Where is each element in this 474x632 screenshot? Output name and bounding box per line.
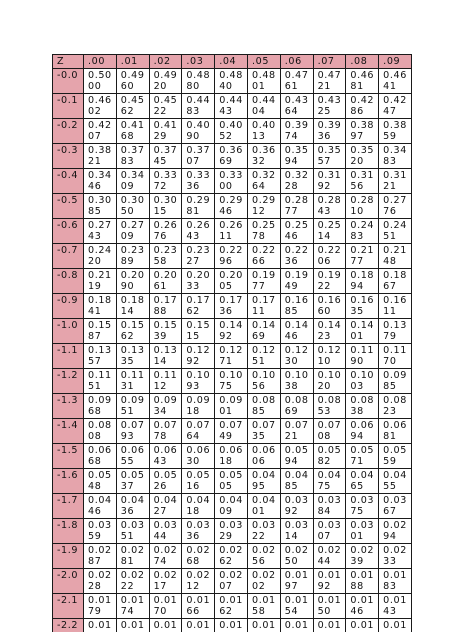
- table-cell: 0.17 36: [215, 294, 248, 319]
- table-cell: 0.20 33: [182, 269, 215, 294]
- table-row: [53, 519, 412, 544]
- table-cell: 0.25 46: [280, 219, 313, 244]
- table-cell: 0.07 08: [313, 419, 346, 444]
- table-cell: 0.35 94: [280, 144, 313, 169]
- table-cell: 0.01 70: [149, 594, 182, 619]
- table-cell: 0.06 18: [215, 444, 248, 469]
- table-cell: 0.22 06: [313, 244, 346, 269]
- table-cell: 0.33 36: [182, 169, 215, 194]
- table-cell: 0.05 59: [379, 444, 412, 469]
- table-cell: 0.19 77: [247, 269, 280, 294]
- table-cell: 0.08 08: [84, 419, 117, 444]
- table-cell: 0.22 96: [215, 244, 248, 269]
- table-row: [53, 594, 412, 619]
- table-cell: 0.01: [379, 619, 412, 632]
- table-row: [53, 369, 412, 394]
- table-cell: 0.15 15: [182, 319, 215, 344]
- table-cell: 0.17 62: [182, 294, 215, 319]
- table-cell: 0.01 88: [346, 569, 379, 594]
- column-header: .08: [346, 55, 379, 69]
- table-cell: 0.01 92: [313, 569, 346, 594]
- table-cell: 0.47 61: [280, 69, 313, 94]
- table-cell: 0.01: [346, 619, 379, 632]
- table-cell: 0.01 54: [280, 594, 313, 619]
- table-cell: 0.38 59: [379, 119, 412, 144]
- table-cell: 0.02 94: [379, 519, 412, 544]
- table-cell: 0.02 33: [379, 544, 412, 569]
- table-row: [53, 244, 412, 269]
- table-cell: 0.11 31: [116, 369, 149, 394]
- table-cell: 0.04 18: [182, 494, 215, 519]
- table-cell: 0.02 12: [182, 569, 215, 594]
- row-header-z: -1.9: [53, 544, 84, 569]
- table-cell: 0.29 12: [247, 194, 280, 219]
- table-cell: 0.18 14: [116, 294, 149, 319]
- table-cell: 0.07 21: [280, 419, 313, 444]
- row-header-z: -1.7: [53, 494, 84, 519]
- table-cell: 0.22 66: [247, 244, 280, 269]
- table-cell: 0.40 13: [247, 119, 280, 144]
- table-cell: 0.42 47: [379, 94, 412, 119]
- table-cell: 0.01: [215, 619, 248, 632]
- table-cell: 0.12 51: [247, 344, 280, 369]
- table-cell: 0.05 48: [84, 469, 117, 494]
- table-cell: 0.01 79: [84, 594, 117, 619]
- table-cell: 0.03 75: [346, 494, 379, 519]
- table-cell: 0.02 56: [247, 544, 280, 569]
- table-cell: 0.03 36: [182, 519, 215, 544]
- table-cell: 0.08 53: [313, 394, 346, 419]
- table-cell: 0.13 14: [149, 344, 182, 369]
- table-cell: 0.06 43: [149, 444, 182, 469]
- table-cell: 0.26 76: [149, 219, 182, 244]
- table-cell: 0.01 74: [116, 594, 149, 619]
- table-cell: 0.15 39: [149, 319, 182, 344]
- table-cell: 0.01 46: [346, 594, 379, 619]
- row-header-z: -1.5: [53, 444, 84, 469]
- table-cell: 0.32 64: [247, 169, 280, 194]
- row-header-z: -0.6: [53, 219, 84, 244]
- table-row: [53, 494, 412, 519]
- table-cell: 0.02 62: [215, 544, 248, 569]
- table-cell: 0.17 88: [149, 294, 182, 319]
- table-cell: 0.31 92: [313, 169, 346, 194]
- table-cell: 0.35 20: [346, 144, 379, 169]
- table-cell: 0.23 27: [182, 244, 215, 269]
- table-cell: 0.37 45: [149, 144, 182, 169]
- table-cell: 0.14 69: [247, 319, 280, 344]
- table-row: [53, 294, 412, 319]
- table-cell: 0.49 60: [116, 69, 149, 94]
- table-cell: 0.25 14: [313, 219, 346, 244]
- table-cell: 0.03 01: [346, 519, 379, 544]
- column-header: .01: [116, 55, 149, 69]
- table-cell: 0.04 75: [313, 469, 346, 494]
- table-row: [53, 344, 412, 369]
- table-cell: 0.10 93: [182, 369, 215, 394]
- table-cell: 0.42 86: [346, 94, 379, 119]
- table-cell: 0.02 87: [84, 544, 117, 569]
- table-cell: 0.10 38: [280, 369, 313, 394]
- table-cell: 0.02 68: [182, 544, 215, 569]
- table-cell: 0.06 55: [116, 444, 149, 469]
- table-cell: 0.13 57: [84, 344, 117, 369]
- table-cell: 0.01: [182, 619, 215, 632]
- table-cell: 0.28 77: [280, 194, 313, 219]
- table-cell: 0.07 49: [215, 419, 248, 444]
- table-cell: 0.36 69: [215, 144, 248, 169]
- table-cell: 0.43 64: [280, 94, 313, 119]
- table-cell: 0.03 14: [280, 519, 313, 544]
- table-cell: 0.18 94: [346, 269, 379, 294]
- table-cell: 0.02 74: [149, 544, 182, 569]
- table-cell: 0.40 90: [182, 119, 215, 144]
- table-cell: 0.08 38: [346, 394, 379, 419]
- table-cell: 0.45 62: [116, 94, 149, 119]
- table-body: [53, 69, 412, 632]
- table-cell: 0.23 58: [149, 244, 182, 269]
- table-cell: 0.07 35: [247, 419, 280, 444]
- table-row: [53, 544, 412, 569]
- corner-header: Z: [53, 55, 84, 69]
- table-row: [53, 569, 412, 594]
- table-cell: 0.03 67: [379, 494, 412, 519]
- table-cell: 0.12 92: [182, 344, 215, 369]
- table-cell: 0.34 09: [116, 169, 149, 194]
- row-header-z: -0.7: [53, 244, 84, 269]
- table-cell: 0.34 46: [84, 169, 117, 194]
- table-row: [53, 419, 412, 444]
- row-header-z: -1.2: [53, 369, 84, 394]
- table-row: [53, 269, 412, 294]
- table-cell: 0.11 70: [379, 344, 412, 369]
- column-header: .05: [247, 55, 280, 69]
- table-cell: 0.18 67: [379, 269, 412, 294]
- table-cell: 0.28 10: [346, 194, 379, 219]
- table-cell: 0.49 20: [149, 69, 182, 94]
- table-cell: 0.35 57: [313, 144, 346, 169]
- table-cell: 0.02 02: [247, 569, 280, 594]
- table-cell: 0.05 37: [116, 469, 149, 494]
- table-cell: 0.11 51: [84, 369, 117, 394]
- table-cell: 0.02 07: [215, 569, 248, 594]
- table-cell: 0.20 61: [149, 269, 182, 294]
- table-cell: 0.01 62: [215, 594, 248, 619]
- table-cell: 0.31 56: [346, 169, 379, 194]
- table-cell: 0.23 89: [116, 244, 149, 269]
- table-cell: 0.03 59: [84, 519, 117, 544]
- row-header-z: -1.6: [53, 469, 84, 494]
- column-header: .02: [149, 55, 182, 69]
- table-cell: 0.04 09: [215, 494, 248, 519]
- table-cell: 0.16 60: [313, 294, 346, 319]
- table-cell: 0.09 34: [149, 394, 182, 419]
- table-cell: 0.27 09: [116, 219, 149, 244]
- table-cell: 0.05 05: [215, 469, 248, 494]
- table-cell: 0.46 81: [346, 69, 379, 94]
- table-cell: 0.04 01: [247, 494, 280, 519]
- table-cell: 0.26 11: [215, 219, 248, 244]
- table-cell: 0.01 43: [379, 594, 412, 619]
- row-header-z: -0.2: [53, 119, 84, 144]
- table-cell: 0.16 35: [346, 294, 379, 319]
- table-cell: 0.01: [84, 619, 117, 632]
- table-cell: 0.04 55: [379, 469, 412, 494]
- table-cell: 0.20 05: [215, 269, 248, 294]
- table-cell: 0.02 81: [116, 544, 149, 569]
- table-cell: 0.19 49: [280, 269, 313, 294]
- table-cell: 0.15 62: [116, 319, 149, 344]
- table-cell: 0.27 43: [84, 219, 117, 244]
- table-cell: 0.02 22: [116, 569, 149, 594]
- table-cell: 0.15 87: [84, 319, 117, 344]
- table-cell: 0.05 82: [313, 444, 346, 469]
- table-cell: 0.34 83: [379, 144, 412, 169]
- table-cell: 0.14 01: [346, 319, 379, 344]
- table-cell: 0.24 83: [346, 219, 379, 244]
- table-row: [53, 469, 412, 494]
- table-row: [53, 69, 412, 94]
- table-cell: 0.50 00: [84, 69, 117, 94]
- table-cell: 0.25 78: [247, 219, 280, 244]
- table-cell: 0.06 30: [182, 444, 215, 469]
- row-header-z: -0.1: [53, 94, 84, 119]
- table-cell: 0.03 29: [215, 519, 248, 544]
- table-cell: 0.01: [280, 619, 313, 632]
- z-score-table: [52, 54, 412, 632]
- table-row: [53, 394, 412, 419]
- table-cell: 0.09 01: [215, 394, 248, 419]
- row-header-z: -0.4: [53, 169, 84, 194]
- table-cell: 0.04 46: [84, 494, 117, 519]
- table-row: [53, 169, 412, 194]
- table-row: [53, 444, 412, 469]
- table-row: [53, 194, 412, 219]
- table-cell: 0.01 97: [280, 569, 313, 594]
- table-cell: 0.02 17: [149, 569, 182, 594]
- table-cell: 0.05 26: [149, 469, 182, 494]
- table-cell: 0.03 07: [313, 519, 346, 544]
- table-cell: 0.05 16: [182, 469, 215, 494]
- table-cell: 0.09 68: [84, 394, 117, 419]
- table-cell: 0.02 44: [313, 544, 346, 569]
- table-cell: 0.01: [149, 619, 182, 632]
- table-cell: 0.42 07: [84, 119, 117, 144]
- table-cell: 0.44 83: [182, 94, 215, 119]
- table-cell: 0.10 03: [346, 369, 379, 394]
- table-cell: 0.03 44: [149, 519, 182, 544]
- table-cell: 0.03 84: [313, 494, 346, 519]
- row-header-z: -1.8: [53, 519, 84, 544]
- table-cell: 0.05 71: [346, 444, 379, 469]
- table-row: [53, 94, 412, 119]
- table-cell: 0.36 32: [247, 144, 280, 169]
- row-header-z: -0.3: [53, 144, 84, 169]
- table-cell: 0.21 77: [346, 244, 379, 269]
- table-cell: 0.09 18: [182, 394, 215, 419]
- row-header-z: -0.5: [53, 194, 84, 219]
- row-header-z: -1.4: [53, 419, 84, 444]
- table-cell: 0.01: [313, 619, 346, 632]
- table-cell: 0.06 94: [346, 419, 379, 444]
- table-cell: 0.08 85: [247, 394, 280, 419]
- table-cell: 0.05 94: [280, 444, 313, 469]
- table-cell: 0.43 25: [313, 94, 346, 119]
- table-cell: 0.19 22: [313, 269, 346, 294]
- table-cell: 0.17 11: [247, 294, 280, 319]
- table-cell: 0.13 35: [116, 344, 149, 369]
- table-cell: 0.08 69: [280, 394, 313, 419]
- table-cell: 0.01: [247, 619, 280, 632]
- table-cell: 0.39 74: [280, 119, 313, 144]
- table-cell: 0.30 85: [84, 194, 117, 219]
- table-cell: 0.01: [116, 619, 149, 632]
- table-row: [53, 219, 412, 244]
- table-cell: 0.12 71: [215, 344, 248, 369]
- table-cell: 0.14 23: [313, 319, 346, 344]
- table-cell: 0.22 36: [280, 244, 313, 269]
- table-cell: 0.32 28: [280, 169, 313, 194]
- row-header-z: -0.9: [53, 294, 84, 319]
- table-cell: 0.03 92: [280, 494, 313, 519]
- table-cell: 0.12 30: [280, 344, 313, 369]
- table-cell: 0.09 51: [116, 394, 149, 419]
- row-header-z: -1.3: [53, 394, 84, 419]
- table-cell: 0.14 46: [280, 319, 313, 344]
- row-header-z: -2.1: [53, 594, 84, 619]
- table-cell: 0.29 46: [215, 194, 248, 219]
- table-cell: 0.39 36: [313, 119, 346, 144]
- column-header: .06: [280, 55, 313, 69]
- table-cell: 0.06 81: [379, 419, 412, 444]
- table-cell: 0.07 78: [149, 419, 182, 444]
- table-cell: 0.06 68: [84, 444, 117, 469]
- table-row: [53, 119, 412, 144]
- table-row: [53, 619, 412, 632]
- table-cell: 0.14 92: [215, 319, 248, 344]
- table-cell: 0.38 21: [84, 144, 117, 169]
- table-cell: 0.44 43: [215, 94, 248, 119]
- table-cell: 0.33 00: [215, 169, 248, 194]
- table-cell: 0.08 23: [379, 394, 412, 419]
- table-cell: 0.16 85: [280, 294, 313, 319]
- table-cell: 0.28 43: [313, 194, 346, 219]
- table-cell: 0.02 28: [84, 569, 117, 594]
- table-cell: 0.02 50: [280, 544, 313, 569]
- table-cell: 0.01 66: [182, 594, 215, 619]
- table-cell: 0.06 06: [247, 444, 280, 469]
- table-cell: 0.04 36: [116, 494, 149, 519]
- row-header-z: -0.8: [53, 269, 84, 294]
- table-cell: 0.37 83: [116, 144, 149, 169]
- table-row: [53, 319, 412, 344]
- table-cell: 0.07 93: [116, 419, 149, 444]
- table-cell: 0.04 65: [346, 469, 379, 494]
- table-cell: 0.44 04: [247, 94, 280, 119]
- table-cell: 0.33 72: [149, 169, 182, 194]
- table-cell: 0.48 80: [182, 69, 215, 94]
- column-header: .07: [313, 55, 346, 69]
- table-cell: 0.03 51: [116, 519, 149, 544]
- table-cell: 0.10 56: [247, 369, 280, 394]
- table-cell: 0.46 02: [84, 94, 117, 119]
- row-header-z: -2.2: [53, 619, 84, 632]
- row-header-z: -1.0: [53, 319, 84, 344]
- table-cell: 0.41 68: [116, 119, 149, 144]
- table-cell: 0.30 50: [116, 194, 149, 219]
- column-header: .00: [84, 55, 117, 69]
- table-cell: 0.09 85: [379, 369, 412, 394]
- table-cell: 0.13 79: [379, 319, 412, 344]
- table-cell: 0.11 90: [346, 344, 379, 369]
- table-cell: 0.38 97: [346, 119, 379, 144]
- column-header: .04: [215, 55, 248, 69]
- table-cell: 0.10 75: [215, 369, 248, 394]
- table-cell: 0.04 27: [149, 494, 182, 519]
- table-cell: 0.30 15: [149, 194, 182, 219]
- table-cell: 0.37 07: [182, 144, 215, 169]
- table-cell: 0.29 81: [182, 194, 215, 219]
- table-cell: 0.41 29: [149, 119, 182, 144]
- table-cell: 0.40 52: [215, 119, 248, 144]
- row-header-z: -0.0: [53, 69, 84, 94]
- column-header: .09: [379, 55, 412, 69]
- table-cell: 0.48 01: [247, 69, 280, 94]
- table-row: [53, 144, 412, 169]
- table-cell: 0.04 95: [247, 469, 280, 494]
- row-header-z: -1.1: [53, 344, 84, 369]
- table-cell: 0.18 41: [84, 294, 117, 319]
- table-cell: 0.10 20: [313, 369, 346, 394]
- table-cell: 0.21 48: [379, 244, 412, 269]
- table-cell: 0.21 19: [84, 269, 117, 294]
- table-cell: 0.26 43: [182, 219, 215, 244]
- table-cell: 0.24 51: [379, 219, 412, 244]
- table-cell: 0.07 64: [182, 419, 215, 444]
- table-cell: 0.02 39: [346, 544, 379, 569]
- table-cell: 0.48 40: [215, 69, 248, 94]
- header-row: [53, 55, 412, 69]
- table-cell: 0.11 12: [149, 369, 182, 394]
- table-cell: 0.46 41: [379, 69, 412, 94]
- table-cell: 0.31 21: [379, 169, 412, 194]
- table-cell: 0.04 85: [280, 469, 313, 494]
- table-cell: 0.20 90: [116, 269, 149, 294]
- table-cell: 0.45 22: [149, 94, 182, 119]
- table-cell: 0.03 22: [247, 519, 280, 544]
- table-cell: 0.01 83: [379, 569, 412, 594]
- table-cell: 0.01 58: [247, 594, 280, 619]
- table-cell: 0.27 76: [379, 194, 412, 219]
- column-header: .03: [182, 55, 215, 69]
- table-cell: 0.16 11: [379, 294, 412, 319]
- table-cell: 0.24 20: [84, 244, 117, 269]
- table-cell: 0.47 21: [313, 69, 346, 94]
- table-cell: 0.01 50: [313, 594, 346, 619]
- row-header-z: -2.0: [53, 569, 84, 594]
- table-cell: 0.12 10: [313, 344, 346, 369]
